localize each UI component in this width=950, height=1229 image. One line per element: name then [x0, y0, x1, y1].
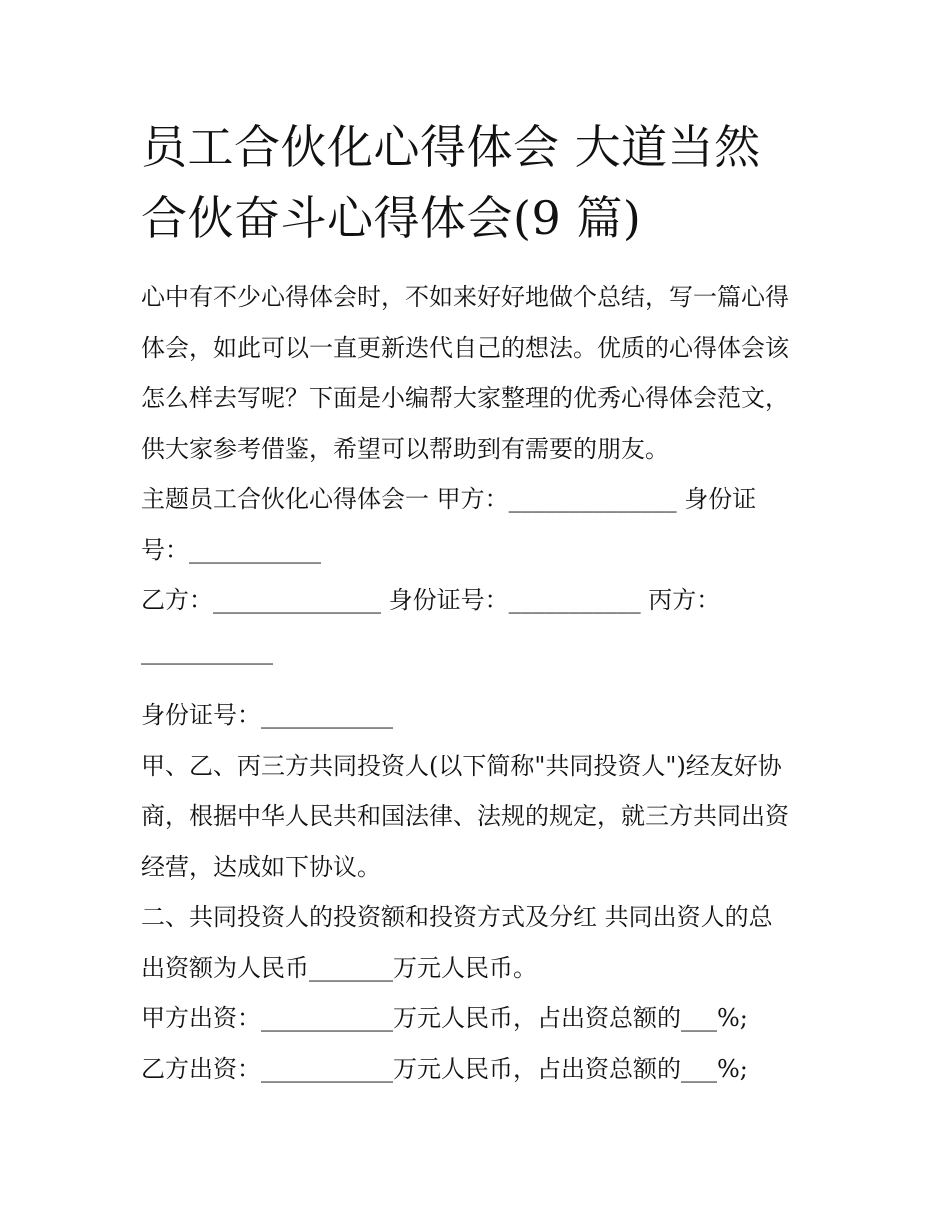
- document-body: [141, 272, 821, 1094]
- intro-paragraph: [141, 272, 821, 474]
- preamble-line-3: 经营，达成如下协议。: [141, 852, 381, 881]
- contribution-b-line: 乙方出资：___________万元人民币，占出资总额的___%;: [141, 1054, 748, 1083]
- intro-line-3: 怎么样去写呢？下面是小编帮大家整理的优秀心得体会范文，: [141, 384, 789, 412]
- preamble-line-2: 商，根据中华人民共和国法律、法规的规定，就三方共同出资: [141, 802, 789, 830]
- preamble-paragraph: [141, 741, 821, 893]
- paragraph-spacer: [141, 676, 821, 690]
- party-c-id-line: 身份证号：___________: [141, 701, 393, 729]
- document-page: [141, 112, 821, 1094]
- contribution-a-line: 甲方出资：___________万元人民币，占出资总额的___%;: [141, 1004, 748, 1032]
- contribution-a-paragraph: [141, 993, 821, 1044]
- intro-line-2: 体会，如此可以一直更新迭代自己的想法。优质的心得体会该: [141, 333, 789, 362]
- party-b-paragraph: [141, 575, 821, 676]
- party-a-line-1: 主题员工合伙化心得体会一 甲方：______________ 身份证: [141, 485, 757, 513]
- title-line-2: 合伙奋斗心得体会(9 篇): [141, 191, 642, 245]
- document-title: [141, 112, 821, 254]
- party-a-line-2: 号：___________: [141, 535, 321, 564]
- section-2-line-1: 二、共同投资人的投资额和投资方式及分红 共同出资人的总: [141, 903, 773, 931]
- party-c-id-paragraph: [141, 690, 821, 741]
- party-b-line-1: 乙方：______________ 身份证号：___________ 丙方：: [141, 586, 721, 614]
- contribution-b-paragraph: [141, 1044, 821, 1095]
- section-2-line-2: 出资额为人民币_______万元人民币。: [141, 953, 537, 982]
- party-a-paragraph: [141, 474, 821, 575]
- title-line-1: 员工合伙化心得体会 大道当然: [141, 120, 761, 174]
- section-2-paragraph: [141, 892, 821, 993]
- preamble-line-1: 甲、乙、丙三方共同投资人(以下简称"共同投资人")经友好协: [141, 751, 782, 780]
- intro-line-4: 供大家参考借鉴，希望可以帮助到有需要的朋友。: [141, 434, 669, 463]
- intro-line-1: 心中有不少心得体会时，不如来好好地做个总结，写一篇心得: [141, 283, 789, 311]
- party-b-line-2: ___________: [141, 636, 273, 665]
